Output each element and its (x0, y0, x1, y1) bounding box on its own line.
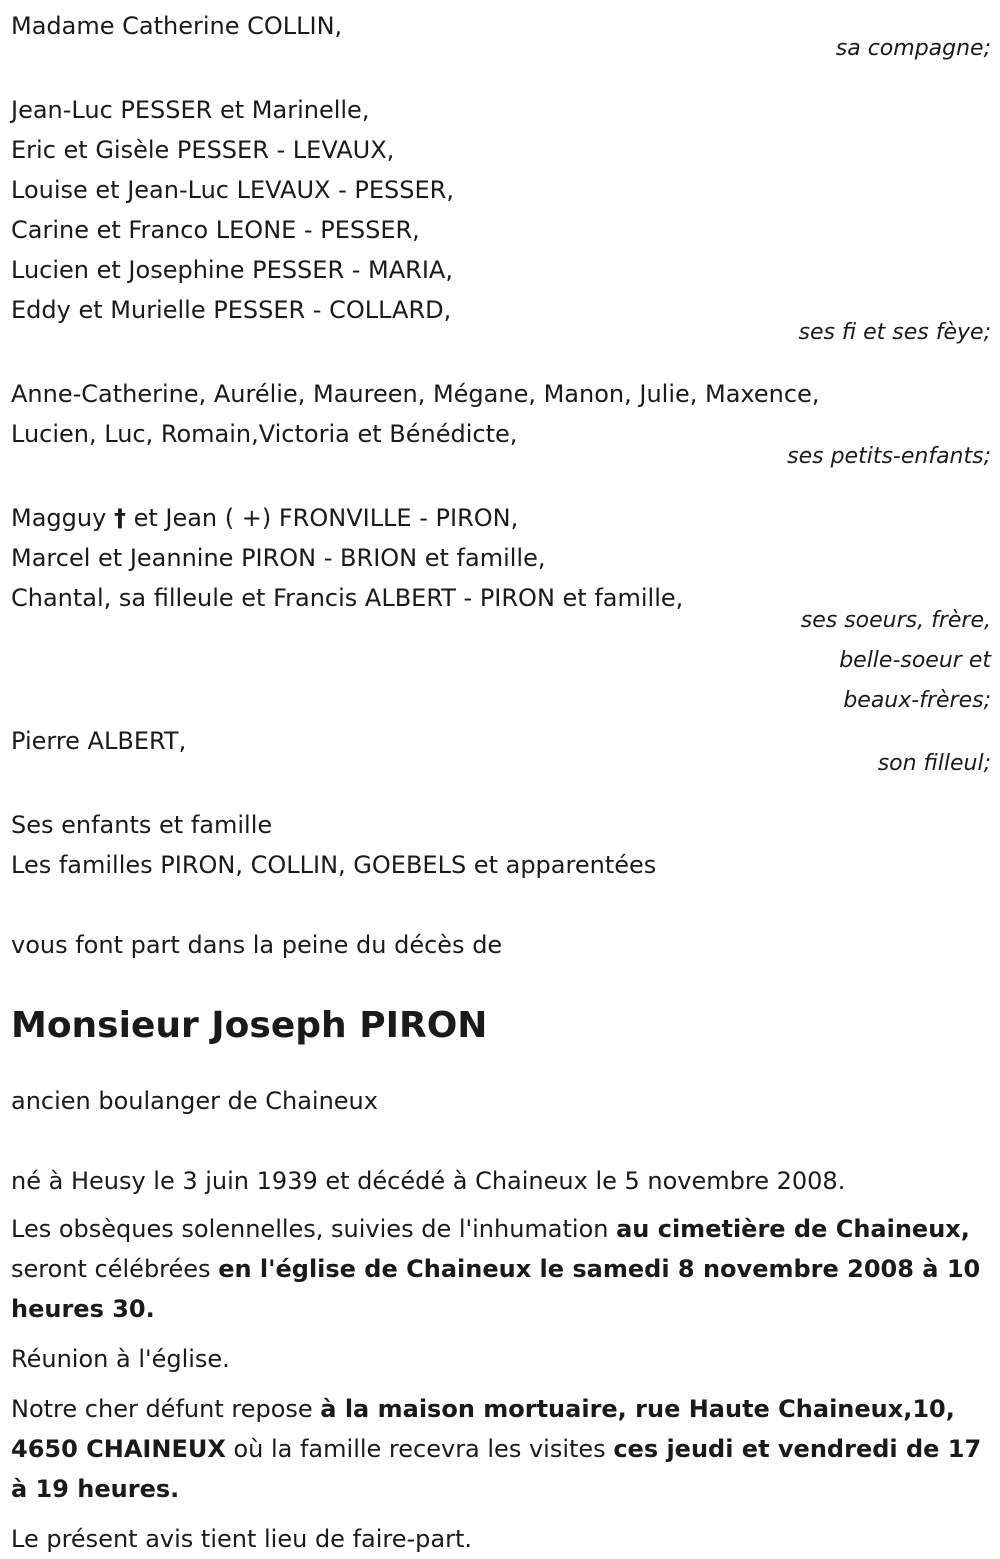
family-name-line: Madame Catherine COLLIN, (11, 12, 343, 40)
family-grandchildren (11, 374, 991, 477)
deceased-name: Monsieur Joseph PIRON (11, 1005, 488, 1046)
family-name-line: Marcel et Jeannine PIRON - BRION et famille, (11, 544, 546, 572)
family-name-line: Les familles PIRON, COLLIN, GOEBELS et apparentées (11, 851, 657, 879)
meeting-text: Réunion à l'église. (11, 1345, 230, 1373)
relation-label: ses soeurs, frère, (800, 608, 991, 633)
family-name-line: Jean-Luc PESSER et Marinelle, (11, 96, 370, 124)
relation-label: son filleul; (877, 751, 991, 776)
visiting-hours: ces jeudi et vendredi de 17 à 19 heures. (11, 1435, 982, 1503)
rest-text: Notre cher défunt repose (11, 1395, 321, 1423)
sibling-first-rest: et Jean ( +) FRONVILLE - PIRON, (133, 504, 519, 532)
family-name-line: Eric et Gisèle PESSER - LEVAUX, (11, 136, 395, 164)
family-name-line: Louise et Jean-Luc LEVAUX - PESSER, (11, 176, 454, 204)
family-name-line: Eddy et Murielle PESSER - COLLARD, (11, 296, 452, 324)
rest-details (11, 1389, 991, 1509)
closing-text: Le présent avis tient lieu de faire-part. (11, 1525, 473, 1553)
relation-label: ses fi et ses fèye; (798, 320, 991, 345)
family-children (11, 90, 991, 353)
funeral-text: seront célébrées (11, 1255, 219, 1283)
obituary-notice (11, 6, 991, 1559)
family-name-line: Chantal, sa filleule et Francis ALBERT - PIRON et famille, (11, 584, 684, 612)
rest-text: où la famille recevra les visites (225, 1435, 614, 1463)
funeral-place: au cimetière de Chaineux, (616, 1215, 970, 1243)
family-name-line: Carine et Franco LEONE - PESSER, (11, 216, 420, 244)
relation-label: belle-soeur et (839, 648, 991, 673)
family-name-line (11, 498, 991, 538)
family-name-line: Pierre ALBERT, (11, 727, 187, 755)
family-name-line: Lucien, Luc, Romain,Victoria et Bénédicte, (11, 420, 518, 448)
relation-label: sa compagne; (835, 36, 991, 61)
cross-icon: † (113, 504, 126, 532)
family-companion (11, 6, 991, 69)
family-siblings (11, 498, 991, 721)
funeral-details (11, 1209, 991, 1329)
family-name-line: Ses enfants et famille (11, 811, 273, 839)
rest-address: à la maison mortuaire, rue Haute Chaineux,10, 4650 CHAINEUX (11, 1395, 955, 1463)
announcement-text: vous font part dans la peine du décès de (11, 931, 503, 959)
funeral-text: Les obsèques solennelles, suivies de l'inhumation (11, 1215, 617, 1243)
relation-label: ses petits-enfants; (787, 444, 991, 469)
deceased-dates: né à Heusy le 3 juin 1939 et décédé à Chaineux le 5 novembre 2008. (11, 1167, 846, 1195)
family-godson (11, 721, 991, 784)
family-name-line: Lucien et Josephine PESSER - MARIA, (11, 256, 453, 284)
family-others (11, 805, 991, 885)
funeral-datetime: en l'église de Chaineux le samedi 8 novembre 2008 à 10 heures 30. (11, 1255, 981, 1323)
deceased-occupation: ancien boulanger de Chaineux (11, 1087, 378, 1115)
family-name-line: Anne-Catherine, Aurélie, Maureen, Mégane, Manon, Julie, Maxence, (11, 380, 820, 408)
relation-label: beaux-frères; (843, 688, 991, 713)
sibling-first-name: Magguy (11, 504, 107, 532)
